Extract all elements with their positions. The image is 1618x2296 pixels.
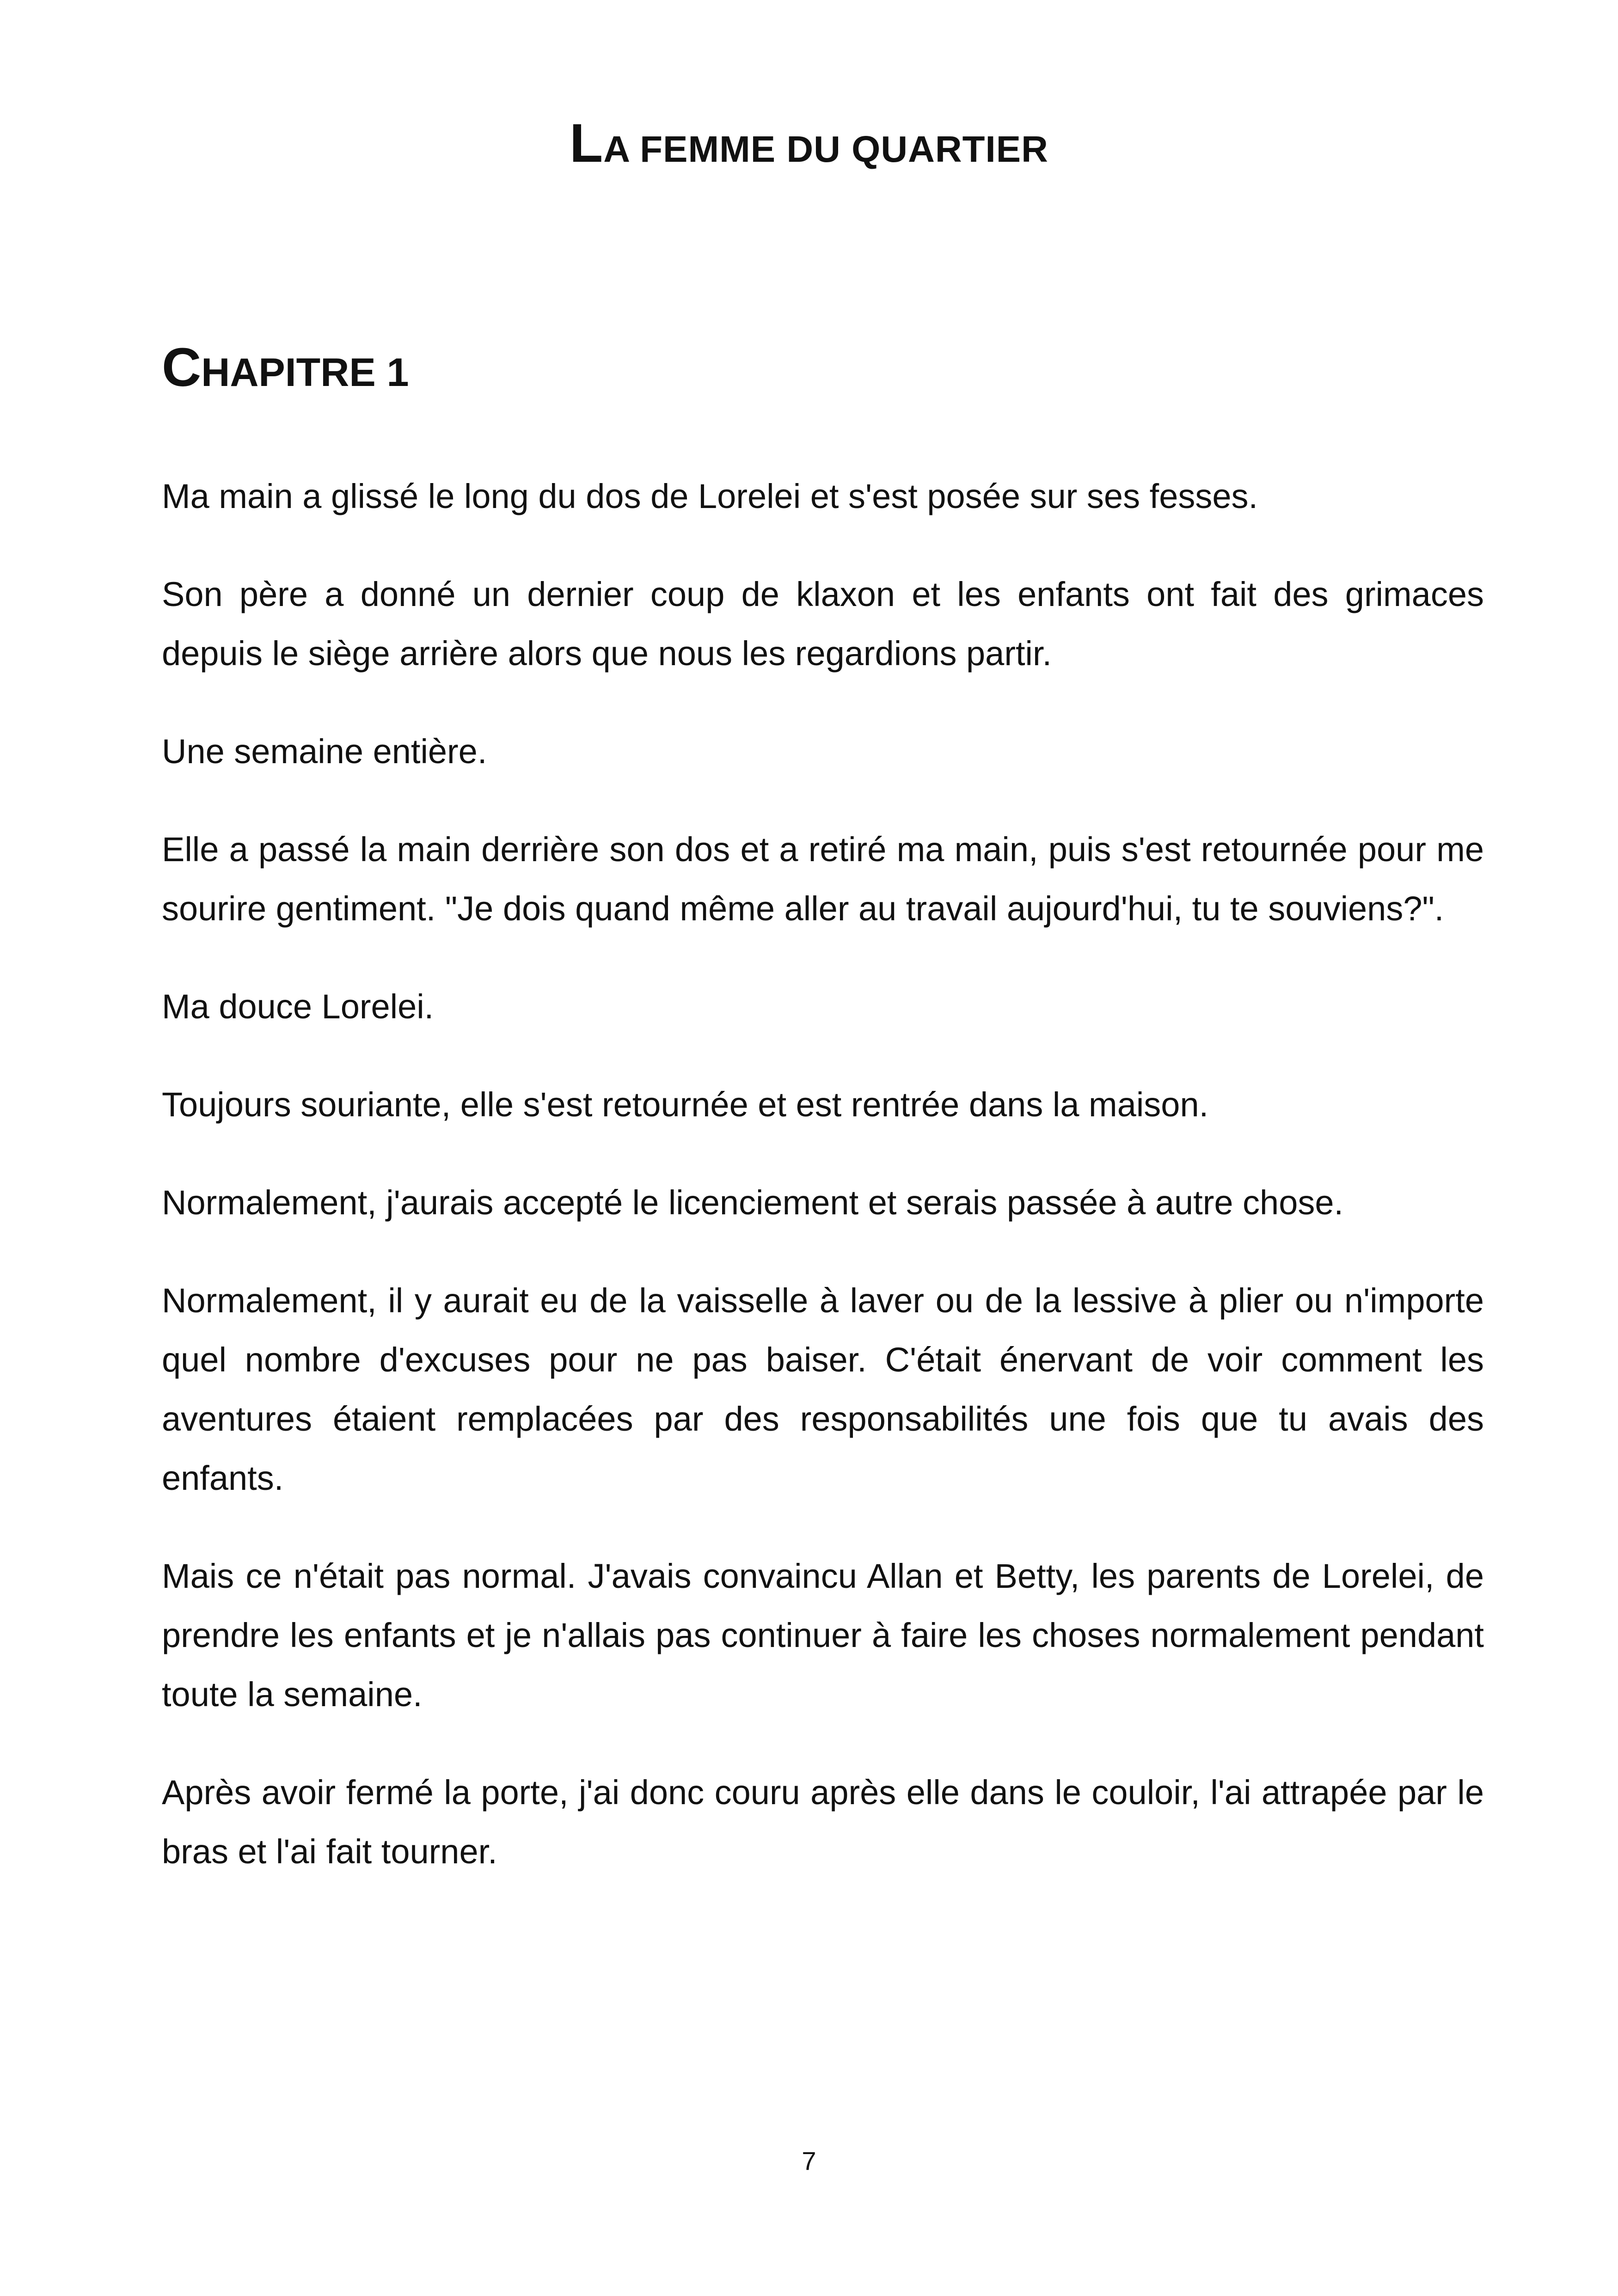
paragraph: Une semaine entière.	[162, 732, 487, 771]
chapter-title-initial: C	[162, 337, 202, 398]
book-title-rest: A FEMME DU QUARTIER	[603, 129, 1048, 170]
paragraph: Ma douce Lorelei.	[162, 987, 434, 1026]
paragraph: Son père a donné un dernier coup de klaxon et les enfants ont fait des grimaces depuis le siège arrière alors que nous les regardions partir.	[162, 575, 1484, 673]
book-title	[0, 113, 1618, 175]
paragraph: Mais ce n'était pas normal. J'avais convaincu Allan et Betty, les parents de Lorelei, de prendre les enfants et je n'allais pas continuer à faire les choses normalement pendant toute la semaine.	[162, 1557, 1484, 1714]
paragraph: Ma main a glissé le long du dos de Lorelei et s'est posée sur ses fesses.	[162, 477, 1258, 515]
page-number: 7	[802, 2146, 816, 2175]
paragraph: Toujours souriante, elle s'est retournée et est rentrée dans la maison.	[162, 1085, 1209, 1124]
book-title-initial: L	[570, 113, 604, 174]
paragraph: Après avoir fermé la porte, j'ai donc couru après elle dans le couloir, l'ai attrapée par le bras et l'ai fait tourner.	[162, 1773, 1484, 1871]
chapter-title-rest: HAPITRE 1	[201, 350, 409, 395]
paragraph: Elle a passé la main derrière son dos et a retiré ma main, puis s'est retournée pour me sourire gentiment. "Je dois quand même aller au travail aujourd'hui, tu te souviens?".	[162, 830, 1484, 928]
chapter-body	[162, 467, 1484, 1920]
chapter-title	[162, 337, 409, 403]
paragraph: Normalement, il y aurait eu de la vaisselle à laver ou de la lessive à plier ou n'importe quel nombre d'excuses pour ne pas baiser. C'était énervant de voir comment les aventures étaient remplacées par des responsabilités une fois que tu avais des enfants.	[162, 1281, 1484, 1497]
paragraph: Normalement, j'aurais accepté le licenciement et serais passée à autre chose.	[162, 1183, 1344, 1222]
